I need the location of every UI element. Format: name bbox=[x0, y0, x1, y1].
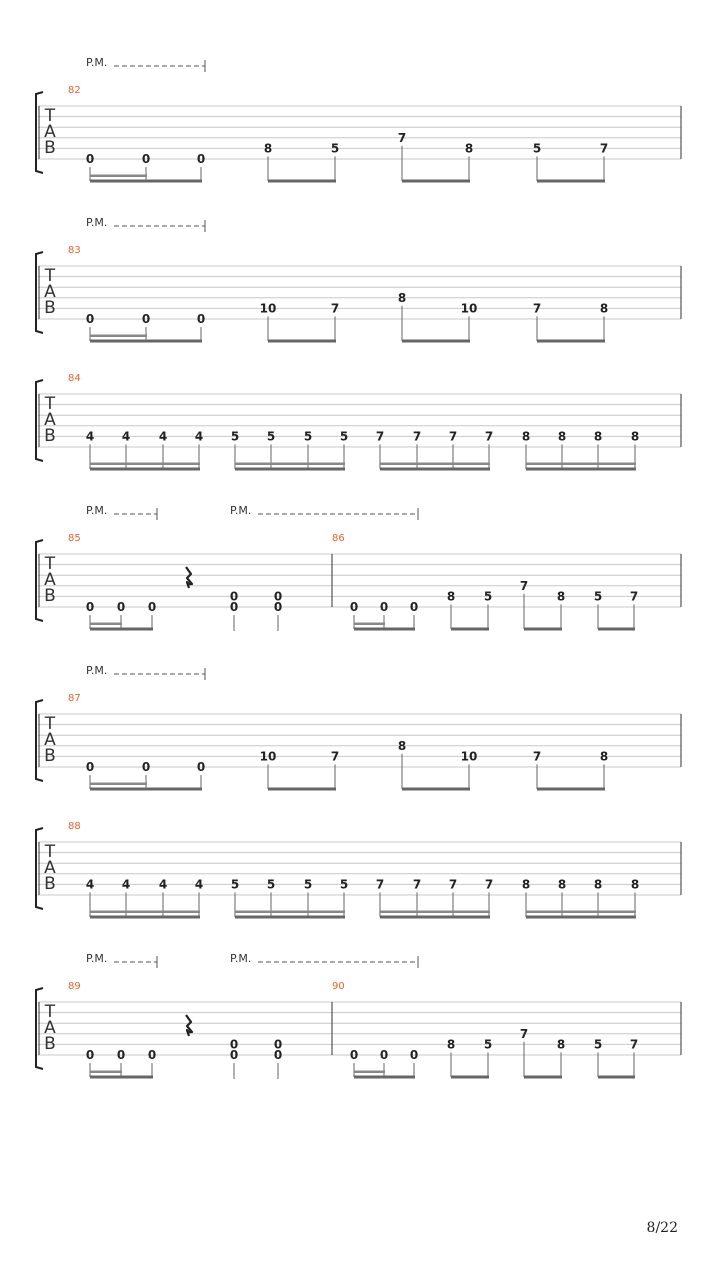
fret-number: 0 bbox=[273, 1048, 283, 1062]
tab-system bbox=[36, 952, 681, 1079]
fret-number: 4 bbox=[194, 429, 204, 444]
measure-number: 86 bbox=[332, 533, 345, 544]
fret-number: 0 bbox=[349, 600, 359, 614]
fret-number: 4 bbox=[158, 429, 168, 444]
tab-clef-letter: B bbox=[44, 586, 56, 606]
fret-number: 7 bbox=[519, 1026, 529, 1041]
beam bbox=[526, 468, 636, 471]
palm-mute-label: P.M. bbox=[86, 56, 108, 69]
measure-number: 88 bbox=[68, 821, 81, 832]
measure-number: 85 bbox=[68, 533, 81, 544]
fret-number: 7 bbox=[629, 589, 639, 604]
beam bbox=[598, 1076, 635, 1079]
beam bbox=[354, 628, 415, 631]
fret-number: 5 bbox=[330, 141, 340, 156]
fret-number: 8 bbox=[593, 877, 603, 892]
fret-number: 8 bbox=[263, 141, 273, 156]
fret-number: 7 bbox=[330, 301, 340, 316]
beam bbox=[598, 628, 635, 631]
beam-secondary bbox=[90, 175, 147, 178]
beam-secondary bbox=[354, 623, 385, 626]
tab-clef-letter: B bbox=[44, 746, 56, 766]
fret-number: 0 bbox=[273, 1037, 283, 1052]
fret-number: 0 bbox=[349, 1048, 359, 1062]
tab-clef-letter: T bbox=[44, 394, 56, 414]
beam-secondary bbox=[90, 1071, 122, 1074]
beam-secondary bbox=[235, 911, 345, 914]
fret-number: 5 bbox=[339, 429, 349, 444]
beam bbox=[268, 788, 336, 791]
fret-number: 0 bbox=[196, 152, 206, 166]
palm-mute-label: P.M. bbox=[86, 952, 108, 965]
beam bbox=[451, 628, 489, 631]
measure-number: 84 bbox=[68, 373, 81, 384]
tab-system bbox=[36, 504, 681, 631]
measure-number: 90 bbox=[332, 981, 345, 992]
beam bbox=[90, 180, 202, 183]
beam-secondary bbox=[526, 911, 636, 914]
fret-number: 7 bbox=[397, 130, 407, 145]
beam bbox=[268, 340, 336, 343]
tab-clef-letter: A bbox=[44, 730, 56, 750]
fret-number: 8 bbox=[630, 877, 640, 892]
palm-mute-label: P.M. bbox=[86, 216, 108, 229]
fret-number: 0 bbox=[196, 312, 206, 326]
tab-clef-letter: A bbox=[44, 410, 56, 430]
beam-secondary bbox=[235, 463, 345, 466]
fret-number: 8 bbox=[521, 429, 531, 444]
tab-clef-letter: T bbox=[44, 1002, 56, 1022]
fret-number: 8 bbox=[557, 877, 567, 892]
fret-number: 5 bbox=[483, 1037, 493, 1052]
tab-clef-letter: A bbox=[44, 858, 56, 878]
quarter-rest bbox=[186, 1015, 192, 1036]
fret-number: 5 bbox=[230, 429, 240, 444]
palm-mute-label: P.M. bbox=[86, 664, 108, 677]
fret-number: 8 bbox=[556, 1037, 566, 1052]
fret-number: 0 bbox=[141, 760, 151, 774]
fret-number: 5 bbox=[483, 589, 493, 604]
fret-number: 4 bbox=[85, 429, 95, 444]
beam bbox=[380, 468, 490, 471]
beam bbox=[537, 340, 605, 343]
fret-number: 10 bbox=[259, 749, 277, 764]
fret-number: 0 bbox=[229, 589, 239, 604]
fret-number: 0 bbox=[85, 312, 95, 326]
fret-number: 10 bbox=[259, 301, 277, 316]
beam-secondary bbox=[90, 911, 200, 914]
fret-number: 0 bbox=[273, 589, 283, 604]
fret-number: 4 bbox=[85, 877, 95, 892]
fret-number: 0 bbox=[85, 760, 95, 774]
fret-number: 5 bbox=[532, 141, 542, 156]
tab-clef-letter: T bbox=[44, 554, 56, 574]
tab-clef-letter: B bbox=[44, 138, 56, 158]
fret-number: 8 bbox=[557, 429, 567, 444]
beam bbox=[90, 788, 202, 791]
fret-number: 7 bbox=[330, 749, 340, 764]
beam bbox=[90, 468, 200, 471]
beam-secondary bbox=[90, 463, 200, 466]
fret-number: 4 bbox=[158, 877, 168, 892]
measure-number: 87 bbox=[68, 693, 81, 704]
fret-number: 8 bbox=[521, 877, 531, 892]
tab-system bbox=[36, 373, 681, 471]
palm-mute-label: P.M. bbox=[230, 504, 252, 517]
fret-number: 0 bbox=[116, 600, 126, 614]
beam bbox=[451, 1076, 489, 1079]
tab-clef-letter: B bbox=[44, 298, 56, 318]
fret-number: 8 bbox=[599, 749, 609, 764]
fret-number: 7 bbox=[412, 429, 422, 444]
beam bbox=[537, 788, 605, 791]
fret-number: 4 bbox=[194, 877, 204, 892]
tab-clef-letter: B bbox=[44, 426, 56, 446]
fret-number: 8 bbox=[599, 301, 609, 316]
beam bbox=[537, 180, 605, 183]
tab-clef-letter: A bbox=[44, 282, 56, 302]
fret-number: 7 bbox=[532, 749, 542, 764]
fret-number: 7 bbox=[599, 141, 609, 156]
quarter-rest bbox=[186, 567, 192, 588]
tab-clef-letter: T bbox=[44, 714, 56, 734]
fret-number: 10 bbox=[460, 749, 478, 764]
beam bbox=[235, 468, 345, 471]
measure-number: 89 bbox=[68, 981, 81, 992]
tab-system bbox=[36, 56, 681, 183]
beam bbox=[402, 340, 470, 343]
beam-secondary bbox=[90, 623, 122, 626]
beam bbox=[524, 1076, 562, 1079]
fret-number: 4 bbox=[121, 429, 131, 444]
beam-secondary bbox=[354, 1071, 385, 1074]
fret-number: 0 bbox=[85, 152, 95, 166]
beam bbox=[235, 916, 345, 919]
fret-number: 7 bbox=[375, 877, 385, 892]
page-number: 8/22 bbox=[646, 1220, 678, 1236]
tab-clef-letter: A bbox=[44, 122, 56, 142]
fret-number: 5 bbox=[303, 429, 313, 444]
beam bbox=[524, 628, 562, 631]
fret-number: 0 bbox=[379, 600, 389, 614]
fret-number: 5 bbox=[303, 877, 313, 892]
fret-number: 0 bbox=[229, 1048, 239, 1062]
fret-number: 4 bbox=[121, 877, 131, 892]
beam bbox=[90, 916, 200, 919]
palm-mute-label: P.M. bbox=[230, 952, 252, 965]
beam bbox=[402, 788, 470, 791]
fret-number: 8 bbox=[397, 290, 407, 305]
beam-secondary bbox=[90, 783, 147, 786]
fret-number: 0 bbox=[273, 600, 283, 614]
fret-number: 0 bbox=[141, 312, 151, 326]
measure-number: 83 bbox=[68, 245, 81, 256]
fret-number: 7 bbox=[375, 429, 385, 444]
fret-number: 5 bbox=[593, 1037, 603, 1052]
measure-number: 82 bbox=[68, 85, 81, 96]
beam bbox=[90, 340, 202, 343]
fret-number: 0 bbox=[147, 600, 157, 614]
beam-secondary bbox=[90, 335, 147, 338]
fret-number: 7 bbox=[519, 578, 529, 593]
beam-secondary bbox=[526, 463, 636, 466]
fret-number: 7 bbox=[448, 877, 458, 892]
fret-number: 0 bbox=[409, 600, 419, 614]
fret-number: 8 bbox=[556, 589, 566, 604]
fret-number: 8 bbox=[630, 429, 640, 444]
beam-secondary bbox=[380, 463, 490, 466]
fret-number: 8 bbox=[397, 738, 407, 753]
fret-number: 7 bbox=[629, 1037, 639, 1052]
fret-number: 8 bbox=[593, 429, 603, 444]
fret-number: 5 bbox=[266, 429, 276, 444]
beam bbox=[90, 628, 153, 631]
fret-number: 0 bbox=[409, 1048, 419, 1062]
fret-number: 5 bbox=[230, 877, 240, 892]
beam bbox=[90, 1076, 153, 1079]
fret-number: 0 bbox=[147, 1048, 157, 1062]
tab-clef-letter: T bbox=[44, 266, 56, 286]
fret-number: 8 bbox=[446, 1037, 456, 1052]
fret-number: 0 bbox=[379, 1048, 389, 1062]
fret-number: 7 bbox=[484, 429, 494, 444]
fret-number: 7 bbox=[484, 877, 494, 892]
tab-system bbox=[36, 821, 681, 919]
fret-number: 8 bbox=[464, 141, 474, 156]
fret-number: 0 bbox=[116, 1048, 126, 1062]
fret-number: 10 bbox=[460, 301, 478, 316]
tab-clef-letter: B bbox=[44, 1034, 56, 1054]
fret-number: 0 bbox=[196, 760, 206, 774]
tab-clef-letter: B bbox=[44, 874, 56, 894]
beam bbox=[268, 180, 336, 183]
tab-clef-letter: T bbox=[44, 106, 56, 126]
fret-number: 7 bbox=[532, 301, 542, 316]
fret-number: 0 bbox=[85, 600, 95, 614]
fret-number: 0 bbox=[85, 1048, 95, 1062]
fret-number: 0 bbox=[229, 600, 239, 614]
fret-number: 5 bbox=[266, 877, 276, 892]
tab-clef-letter: A bbox=[44, 570, 56, 590]
tab-clef-letter: T bbox=[44, 842, 56, 862]
fret-number: 8 bbox=[446, 589, 456, 604]
fret-number: 5 bbox=[339, 877, 349, 892]
fret-number: 7 bbox=[412, 877, 422, 892]
beam bbox=[526, 916, 636, 919]
beam bbox=[380, 916, 490, 919]
palm-mute-label: P.M. bbox=[86, 504, 108, 517]
beam-secondary bbox=[380, 911, 490, 914]
tab-system bbox=[36, 664, 681, 791]
tab-clef-letter: A bbox=[44, 1018, 56, 1038]
fret-number: 0 bbox=[141, 152, 151, 166]
tab-system bbox=[36, 216, 681, 343]
fret-number: 0 bbox=[229, 1037, 239, 1052]
beam bbox=[354, 1076, 415, 1079]
beam bbox=[402, 180, 470, 183]
fret-number: 5 bbox=[593, 589, 603, 604]
fret-number: 7 bbox=[448, 429, 458, 444]
